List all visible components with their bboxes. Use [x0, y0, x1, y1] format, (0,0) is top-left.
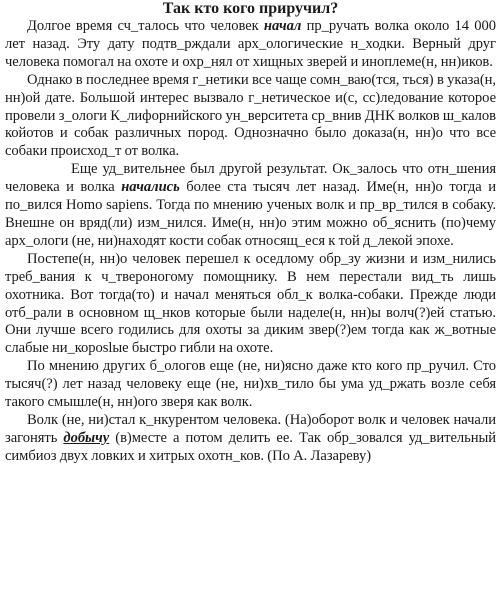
emphasized-word: начались: [121, 179, 180, 196]
paragraph-text: Постепе(н, нн)о человек перешел к оседлому обр_зу жизни и изм_нились треб_вания к ч_твероногому помощнику. В нем перестали вид_ть лишь охотника. Вот тогда(то) и начал меняться обл_к волка-собаки. Прежде люди отб_рали в основном щ_нков которые были наделе(н, нн)ы волч(?)ей статью. Они лучше всего годились для охоты за диким звер(?)ем тогда как ж_вотные слабые ни_короslые быстро гибли на охоте.: [5, 250, 496, 357]
paragraph-3: [5, 161, 496, 251]
paragraph-text: Долгое время сч_талось что человек: [27, 18, 264, 34]
paragraph-text: более ста тысяч лет назад. Име(н, нн)о тогда и по_вился Homo sapiens. Тогда по мнению ученых волк и пр_вр_тился в собаку. Внешне он вряд(ли) изм_нился. Име(н, нн)о этим можно об_яснить (по)чему арх_ологи (не, ни)находят кости собак относящ_еся к той д_лекой эпохе.: [5, 179, 496, 249]
paragraph-5: [5, 358, 496, 412]
paragraph-6: [5, 412, 496, 466]
paragraph-1: [5, 18, 496, 72]
emphasized-word: добычу: [63, 429, 110, 446]
document-title: Так кто кого приручил?: [162, 0, 339, 17]
paragraph-4: [5, 251, 496, 358]
paragraph-2: [5, 72, 496, 162]
paragraph-text: Еще уд_вительнее был другой результат. Ок_залось что отн_шения человека и волка: [5, 161, 496, 196]
paragraph-text: По мнению других б_ологов еще (не, ни)ясно даже кто кого пр_ручил. Сто тысяч(?) лет назад человеку еще (не, ни)хв_тило бы ума уд_ржать возле себя такого смышле(н, нн)ого зверя как волк.: [5, 358, 496, 411]
paragraph-text: (в)месте а потом делить ее. Так обр_зовался уд_вительный симбиоз двух ловких и хитрых охотн_ков. (По А. Лазареву): [5, 429, 496, 464]
emphasized-word: начал: [263, 18, 302, 34]
paragraph-text: пр_ручать волка около 14 000 лет назад. Эту дату подтв_рждали арх_ологические н_ходки. Верный друг человека помогал на охоте и охр_нял от хищных зверей и иноплеме(н, нн)иков.: [5, 18, 496, 70]
paragraph-text: Однако в последнее время г_нетики все чаще сомн_ваю(тся, ться) в указа(н, нн)ой дате. Большой интерес вызвало г_нетическое и(с, сс)ледование которое провели з_ологи К_лифорнийского ун_верситета ср_внив ДНК волков ш_калов койотов и собак различных пород. Однозначно было доказа(н, нн)о что все собаки происход_т от волка.: [5, 71, 496, 160]
paragraph-text: Волк (не, ни)стал к_нкурентом человека. (На)оборот волк и человек начали загонять: [5, 411, 496, 446]
